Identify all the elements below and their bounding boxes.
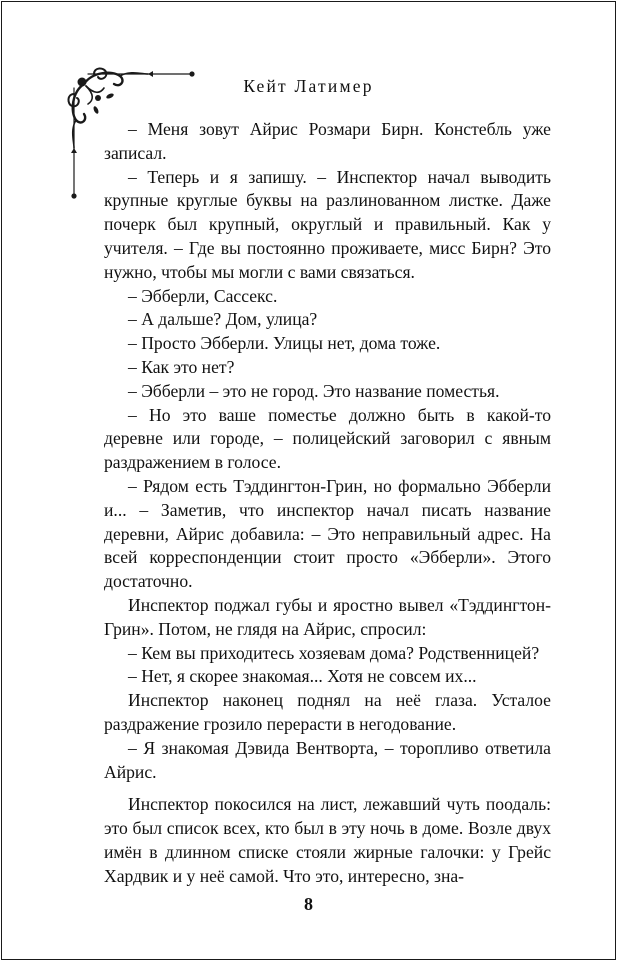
paragraph: Инспектор поджал губы и яростно вывел «Тэддингтон-Грин». Потом, не глядя на Айрис, спросил: [104,594,551,639]
paragraph: Инспектор наконец поднял на неё глаза. Усталое раздражение грозило перерасти в негодование. [104,690,551,734]
paragraph: – Теперь и я запишу. – Инспектор начал выводить крупные круглые буквы на разлинованном листке. Даже почерк был крупный, округлый и правильный. Как у учителя. – Где вы постоянно проживаете, мисс Бирн? Это нужно, чтобы мы могли с вами связаться. [104,166,551,282]
paragraph: – Меня зовут Айрис Розмари Бирн. Констебль уже записал. [104,119,551,163]
paragraph: Инспектор покосился на лист, лежавший чуть поодаль: это был список всех, кто был в эту ночь в доме. Возле двух имён в длинном списке стояли жирные галочки: у Грейс Хардвик и у неё самой. Что это, интересно, зна- [104,794,551,886]
paragraph: – Но это ваше поместье должно быть в какой-то деревне или городе, – полицейский заговорил с явным раздражением в голосе. [104,404,551,473]
running-head: Кейт Латимер [243,76,374,96]
paragraph: – Как это нет? [128,356,235,377]
paragraph: – Просто Эбберли. Улицы нет, дома тоже. [128,333,441,354]
paragraph: – Кем вы приходитесь хозяевам дома? Родственницей? [128,642,540,663]
paragraph: – Я знакомая Дэвида Вентворта, – торопливо ответила Айрис. [104,737,551,782]
paragraph: – Эбберли, Сассекс. [128,285,278,306]
paragraph: – Рядом есть Тэддингтон-Грин, но формально Эбберли и... – Заметив, что инспектор начал писать название деревни, Айрис добавила: – Это неправильный адрес. На всей корреспонденции стоит просто «Эбберли». Этого достаточно. [104,475,551,592]
page-number: 8 [304,894,313,914]
paragraph: – Нет, я скорее знакомая... Хотя не совсем их... [128,666,477,687]
paragraph: – А дальше? Дом, улица? [128,309,318,330]
paragraph: – Эбберли – это не город. Это название поместья. [128,380,500,401]
text-body [104,118,551,889]
